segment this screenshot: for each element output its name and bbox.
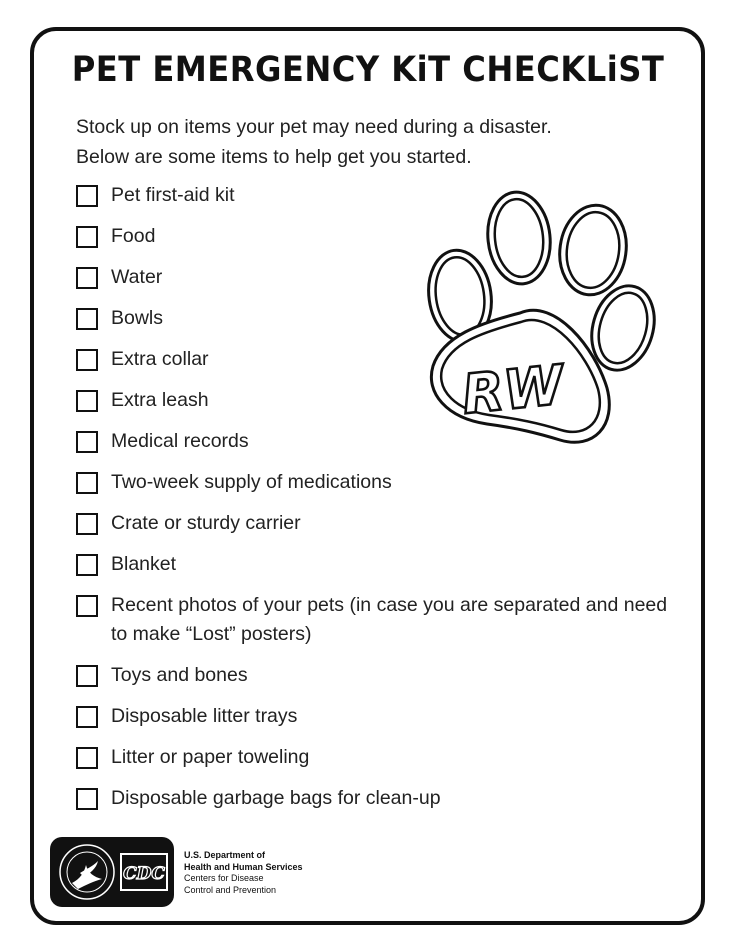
cdc-logo-icon	[120, 853, 168, 891]
checkbox[interactable]	[76, 706, 98, 728]
checklist-item-label: Bowls	[111, 307, 164, 329]
paw-print-icon	[425, 188, 663, 456]
checkbox[interactable]	[76, 595, 98, 617]
checkbox[interactable]	[76, 226, 98, 248]
paw-logo-text: RW	[459, 353, 567, 427]
checklist-item	[76, 509, 676, 550]
checklist-item-label: Disposable litter trays	[111, 705, 298, 727]
checkbox[interactable]	[76, 554, 98, 576]
intro-line: Stock up on items your pet may need during a disaster.	[76, 116, 552, 138]
checklist-item-label: Crate or sturdy carrier	[111, 512, 301, 534]
checkbox[interactable]	[76, 665, 98, 687]
checklist-item-label: Extra leash	[111, 389, 209, 411]
checkbox[interactable]	[76, 185, 98, 207]
agency-line: Control and Prevention	[184, 884, 277, 895]
checkbox[interactable]	[76, 472, 98, 494]
checkbox[interactable]	[76, 513, 98, 535]
checklist-item	[76, 661, 676, 702]
checklist-item-label: Litter or paper toweling	[111, 746, 310, 768]
department-line: Health and Human Services	[184, 861, 303, 872]
checkbox[interactable]	[76, 308, 98, 330]
checklist-item	[76, 784, 676, 825]
checklist-item	[76, 468, 676, 509]
cdc-logo-text: CDC	[123, 864, 165, 884]
checklist-item-label: Extra collar	[111, 348, 209, 370]
checklist-item-label: Two-week supply of medications	[111, 471, 392, 493]
checkbox[interactable]	[76, 267, 98, 289]
checklist-item-label: Blanket	[111, 553, 177, 575]
checkbox[interactable]	[76, 431, 98, 453]
checkbox[interactable]	[76, 390, 98, 412]
checklist-item-label: Medical records	[111, 430, 249, 452]
agency-line: Centers for Disease	[184, 873, 264, 883]
checklist-item	[76, 591, 676, 661]
checklist-item-label: Pet first-aid kit	[111, 184, 235, 206]
intro-text	[76, 112, 552, 172]
checklist-item	[76, 550, 676, 591]
hhs-seal-icon	[58, 843, 116, 901]
intro-line: Below are some items to help get you started.	[76, 146, 472, 168]
checklist-item-label: Recent photos of your pets (in case you are separated and need to make “Lost” posters)	[111, 594, 668, 645]
footer-logos	[50, 837, 174, 907]
checkbox[interactable]	[76, 788, 98, 810]
checkbox[interactable]	[76, 349, 98, 371]
checklist-item-label: Food	[111, 225, 156, 247]
checklist-item-label: Disposable garbage bags for clean-up	[111, 787, 441, 809]
checklist-item	[76, 702, 676, 743]
checklist-item-label: Toys and bones	[111, 664, 248, 686]
page-title: PET EMERGENCY KiT CHECKLiST	[71, 50, 665, 90]
department-line: U.S. Department of	[184, 850, 266, 860]
checklist-item-label: Water	[111, 266, 163, 288]
agency-credit	[184, 850, 303, 896]
checkbox[interactable]	[76, 747, 98, 769]
checklist-item	[76, 743, 676, 784]
